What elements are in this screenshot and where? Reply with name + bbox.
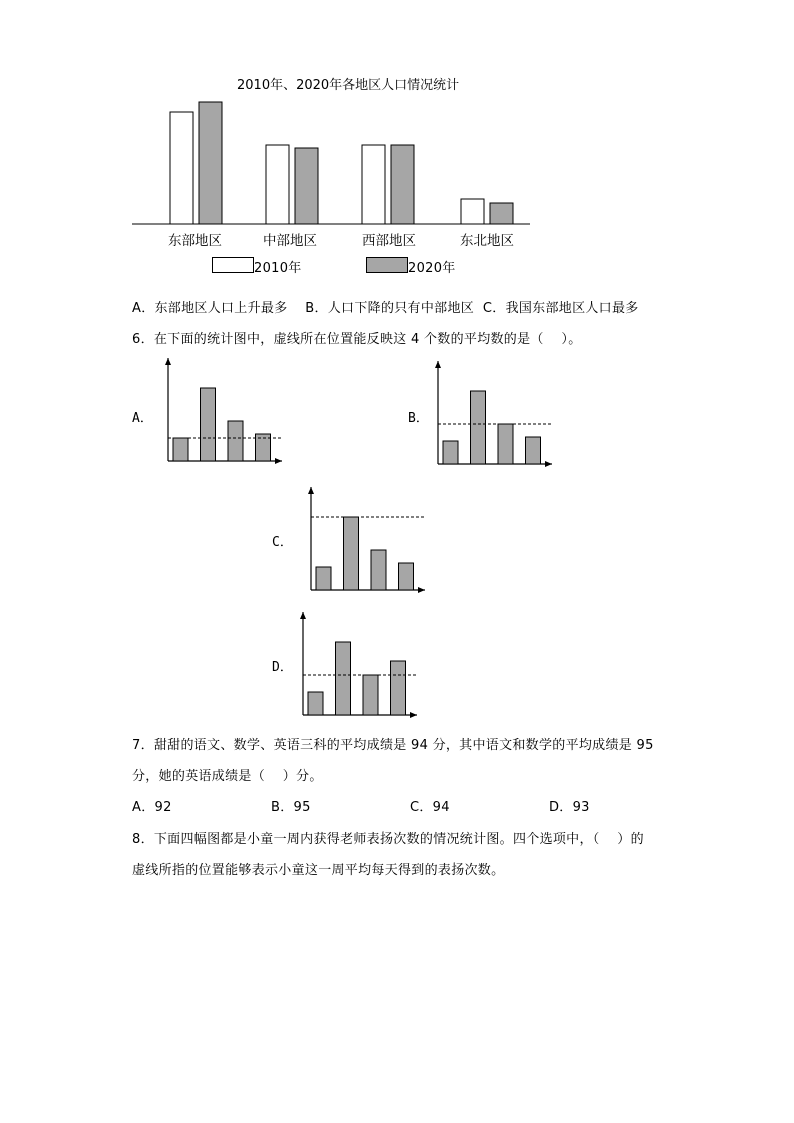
q7-option-a: A．92 [132, 800, 172, 815]
q6-d-bar-1 [308, 692, 323, 715]
q5-chart-title: 2010年、2020年各地区人口情况统计 [237, 78, 460, 93]
q6-option-a-label: A． [132, 411, 153, 426]
q6-d-bar-2 [336, 642, 351, 715]
q7-option-b: B．95 [271, 800, 311, 815]
q6-option-b-label: B． [408, 411, 429, 426]
q7-option-d: D．93 [549, 800, 590, 815]
q5-category-label-northeast: 东北地区 [460, 233, 514, 249]
q8-stem-line1: 8．下面四幅图都是小童一周内获得老师表扬次数的情况统计图。四个选项中，（ ）的 [132, 832, 644, 847]
q7-stem-line1: 7．甜甜的语文、数学、英语三科的平均成绩是 94 分，其中语文和数学的平均成绩是 95 [132, 738, 654, 753]
q5-options: A．东部地区人口上升最多 B．人口下降的只有中部地区 C．我国东部地区人口最多 [132, 301, 639, 316]
q6-option-c-label: C． [272, 535, 293, 550]
q5-legend-2010-label: 2010年 [254, 261, 302, 276]
q5-category-label-east: 东部地区 [168, 233, 222, 249]
q6-option-d-label: D． [272, 660, 293, 675]
q8-stem-line2: 虚线所指的位置能够表示小童这一周平均每天得到的表扬次数。 [132, 863, 505, 878]
q6-d-y-axis-arrow [300, 612, 306, 619]
q5-legend-2020-label: 2020年 [408, 261, 456, 276]
q5-category-label-central: 中部地区 [263, 233, 317, 249]
q6-d-x-axis-arrow [410, 712, 417, 718]
q5-category-label-west: 西部地区 [362, 233, 416, 249]
q6-stem: 6．在下面的统计图中，虚线所在位置能反映这 4 个数的平均数的是（ ）。 [132, 332, 582, 347]
q6-d-bar-3 [363, 675, 378, 715]
q6-d-bar-4 [391, 661, 406, 715]
q7-stem-line2: 分，她的英语成绩是（ ）分。 [132, 769, 323, 784]
q7-option-c: C．94 [410, 800, 450, 815]
